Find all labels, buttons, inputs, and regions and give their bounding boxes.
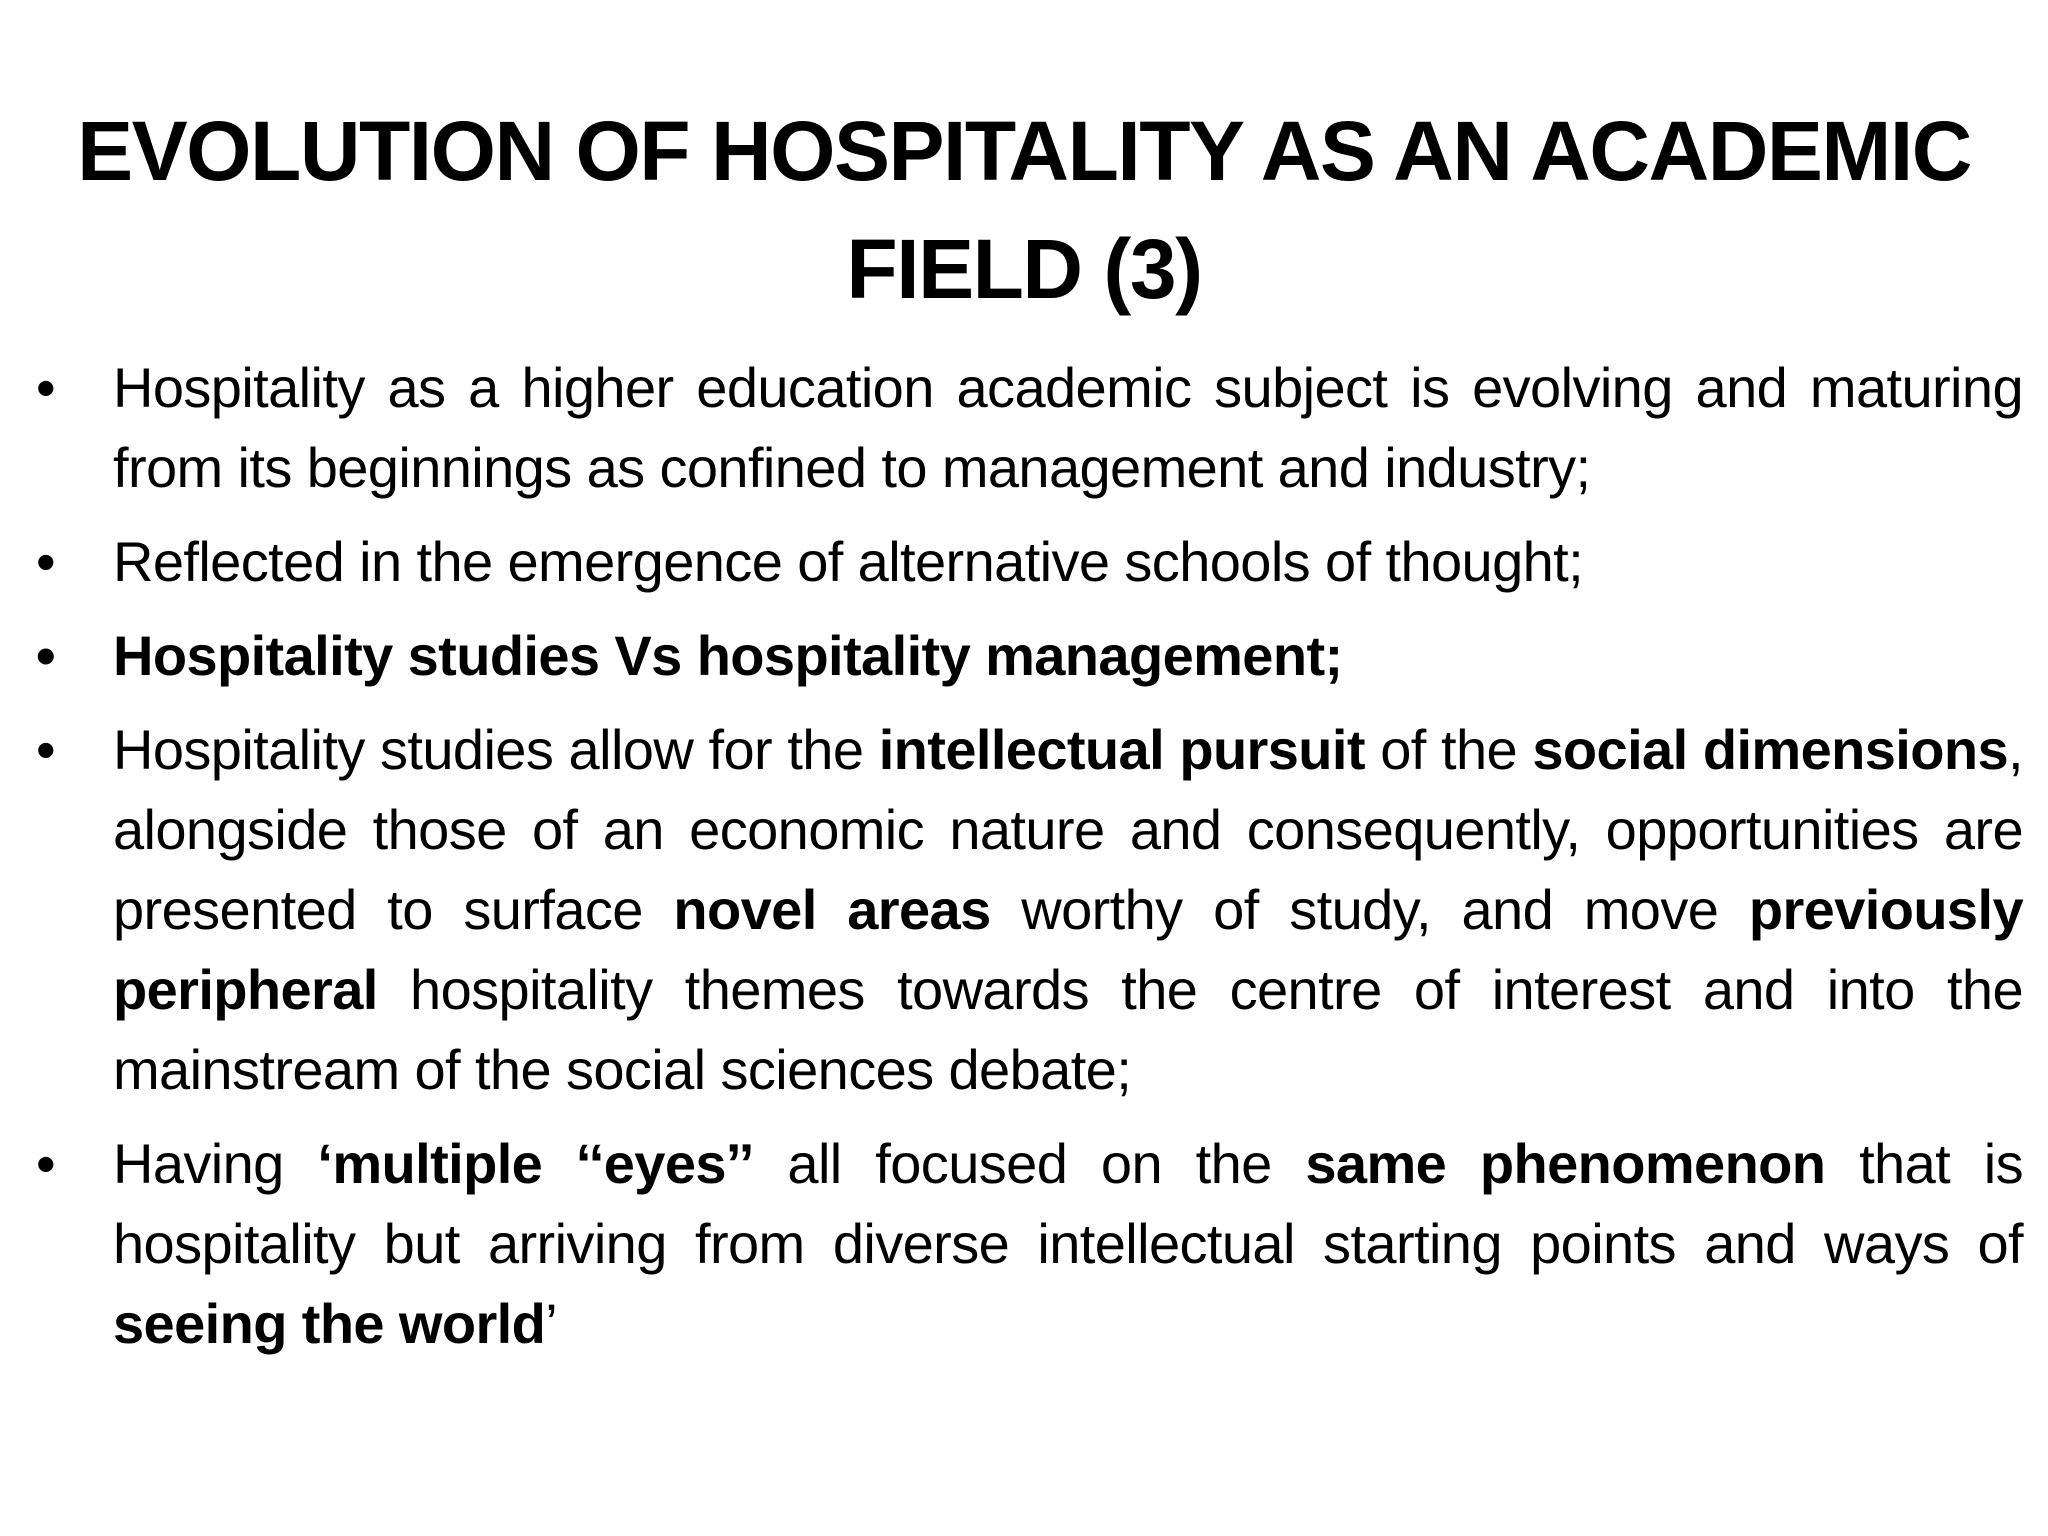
bullet-text: ’ bbox=[545, 1292, 558, 1355]
bullet-text: Hospitality studies Vs hospitality management; bbox=[113, 624, 1343, 687]
slide-title bbox=[60, 92, 1988, 328]
bullet-emphasis: social dimensions bbox=[1532, 718, 2009, 781]
bullet-studies-vs-management bbox=[0, 616, 2023, 696]
bullet-text: Hospitality as a higher education academic subject is evolving and maturing from its beginnings as confined to management and industry; bbox=[113, 356, 2023, 499]
bullet-text: Reflected in the emergence of alternative schools of thought; bbox=[113, 530, 1584, 593]
bullet-text: of the bbox=[1364, 718, 1533, 781]
bullet-emphasis: intellectual pursuit bbox=[878, 718, 1365, 781]
bullet-intellectual-pursuit bbox=[0, 710, 2023, 1110]
bullet-text: Hospitality studies allow for the bbox=[113, 718, 879, 781]
bullet-text: all focused on the bbox=[753, 1132, 1306, 1195]
bullet-text: that is hospitality but arriving from diverse intellectual starting points and ways of bbox=[113, 1132, 2023, 1275]
bullet-emphasis: same phenomenon bbox=[1305, 1132, 1826, 1195]
bullet-schools-of-thought bbox=[0, 522, 2023, 602]
title-line-1: EVOLUTION OF HOSPITALITY AS AN ACADEMIC bbox=[77, 104, 1971, 198]
bullet-text: , alongside those of an economic nature and consequently, opportunities are presented to surface bbox=[113, 718, 2023, 941]
bullet-multiple-eyes bbox=[0, 1124, 2023, 1364]
bullet-emphasis: seeing the world bbox=[113, 1292, 546, 1355]
bullet-emphasis: previously peripheral bbox=[113, 878, 2023, 1021]
bullet-emphasis: ‘multiple ‘‘eyes’’ bbox=[317, 1132, 754, 1195]
bullet-text: hospitality themes towards the centre of interest and into the mainstream of the social sciences debate; bbox=[113, 958, 2023, 1101]
bullet-emphasis: novel areas bbox=[673, 878, 991, 941]
bullet-text: worthy of study, and move bbox=[990, 878, 1749, 941]
bullet-evolving-subject bbox=[0, 348, 2023, 508]
bullet-list bbox=[0, 348, 2048, 1378]
bullet-text: Having bbox=[113, 1132, 318, 1195]
title-line-2: FIELD (3) bbox=[846, 222, 1202, 316]
